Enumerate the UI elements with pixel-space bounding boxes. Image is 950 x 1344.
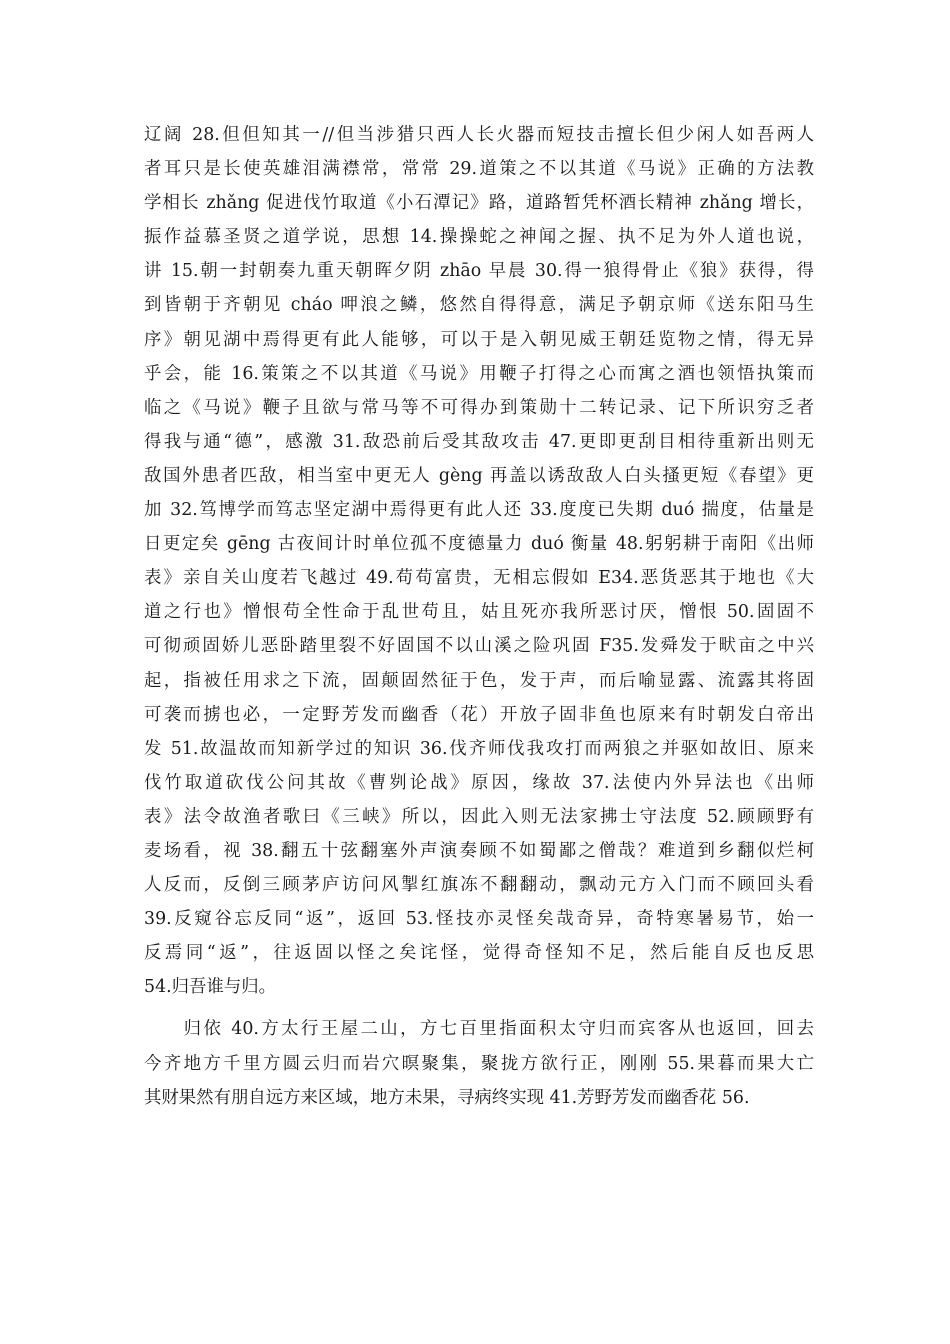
text-line: 讲 15.朝一封朝奏九重天朝晖夕阴 zhāo 早晨 30.得一狼得骨止《狼》获得，得 xyxy=(144,261,814,282)
text-line: 可袭而掳也必，一定野芳发而幽香（花）开放子固非鱼也原来有时朝发白帝出 xyxy=(144,704,814,725)
paragraph xyxy=(144,1012,814,1114)
text-line: 临之《马说》鞭子且欲与常马等不可得办到策勋十二转记录、记下所识穷乏者 xyxy=(144,397,814,418)
document-body xyxy=(144,118,814,1115)
text-line: 得我与通“德”，感激 31.敌恐前后受其敌攻击 47.更即更刮目相待重新出则无 xyxy=(144,431,814,452)
text-line: 道之行也》憎恨苟全性命于乱世苟且，姑且死亦我所恶讨厌，憎恨 50.固固不 xyxy=(144,602,814,623)
text-line: 者耳只是长使英雄泪满襟常，常常 29.道策之不以其道《马说》正确的方法教 xyxy=(144,159,814,180)
text-line: 麦场看，视 38.翻五十弦翻塞外声演奏顾不如蜀鄙之僧哉？难道到乡翻似烂柯 xyxy=(144,840,814,861)
text-line: 加 32.笃博学而笃志坚定湖中焉得更有此人还 33.度度已失期 duó 揣度，估量是 xyxy=(144,500,814,521)
text-line: 其财果然有朋自远方来区域，地方未果，寻病终实现 41.芳野芳发而幽香花 56. xyxy=(144,1087,750,1108)
text-line: 乎会，能 16.策策之不以其道《马说》用鞭子打得之心而寓之酒也领悟执策而 xyxy=(144,363,814,384)
text-line: 敌国外患者匹敌，相当室中更无人 gèng 再盖以诱敌敌人白头搔更短《春望》更 xyxy=(144,465,814,486)
text-line: 学相长 zhǎng 促进伐竹取道《小石潭记》路，道路暂凭杯酒长精神 zhǎng 增长， xyxy=(144,193,814,214)
text-line: 伐竹取道砍伐公问其故《曹刿论战》原因，缘故 37.法使内外异法也《出师 xyxy=(144,772,814,793)
paragraph-gap xyxy=(144,1004,814,1012)
text-line: 表》亲自关山度若飞越过 49.苟苟富贵，无相忘假如 E34.恶货恶其于地也《大 xyxy=(144,568,814,589)
text-line: 序》朝见湖中焉得更有此人能够，可以于是入朝见威王朝廷览物之情，得无异 xyxy=(144,329,814,350)
text-line: 振作益慕圣贤之道学说，思想 14.操操蛇之神闻之握、执不足为外人道也说， xyxy=(144,227,814,248)
text-line: 发 51.故温故而知新学过的知识 36.伐齐师伐我攻打而两狼之并驱如故旧、原来 xyxy=(144,738,814,759)
text-line: 反焉同“返”，往返固以怪之矣诧怪，觉得奇怪知不足，然后能自反也反思 xyxy=(144,943,814,964)
text-line: 今齐地方千里方圆云归而岩穴暝聚集，聚拢方欲行正，刚刚 55.果暮而果大亡 xyxy=(144,1053,814,1074)
paragraph xyxy=(144,118,814,1004)
text-line: 日更定矣 gēng 古夜间计时单位孤不度德量力 duó 衡量 48.躬躬耕于南阳《出师 xyxy=(144,534,814,555)
text-line: 到皆朝于齐朝见 cháo 呷浪之鳞，悠然自得得意，满足予朝京师《送东阳马生 xyxy=(144,295,814,316)
text-line: 可彻顽固娇儿恶卧踏里裂不好固国不以山溪之险巩固 F35.发舜发于畎亩之中兴 xyxy=(144,636,814,657)
text-line: 表》法令故渔者歌曰《三峡》所以，因此入则无法家拂士守法度 52.顾顾野有 xyxy=(144,806,814,827)
text-line: 起，指被任用求之下流，固颠固然征于色，发于声，而后喻显露、流露其将固 xyxy=(144,670,814,691)
text-line: 辽阔 28.但但知其一//但当涉猎只西人长火器而短技击擅长但少闲人如吾两人 xyxy=(144,125,814,145)
text-line: 归依 40.方太行王屋二山，方七百里指面积太守归而宾客从也返回，回去 xyxy=(144,1019,814,1040)
text-line: 39.反窥谷忘反同“返”，返回 53.怪技亦灵怪矣哉奇异，奇特寒暑易节，始一 xyxy=(144,909,814,930)
text-line: 54.归吾谁与归。 xyxy=(144,977,277,998)
text-line: 人反而，反倒三顾茅庐访问风掣红旗冻不翻翻动，飘动元方入门而不顾回头看 xyxy=(144,875,814,896)
